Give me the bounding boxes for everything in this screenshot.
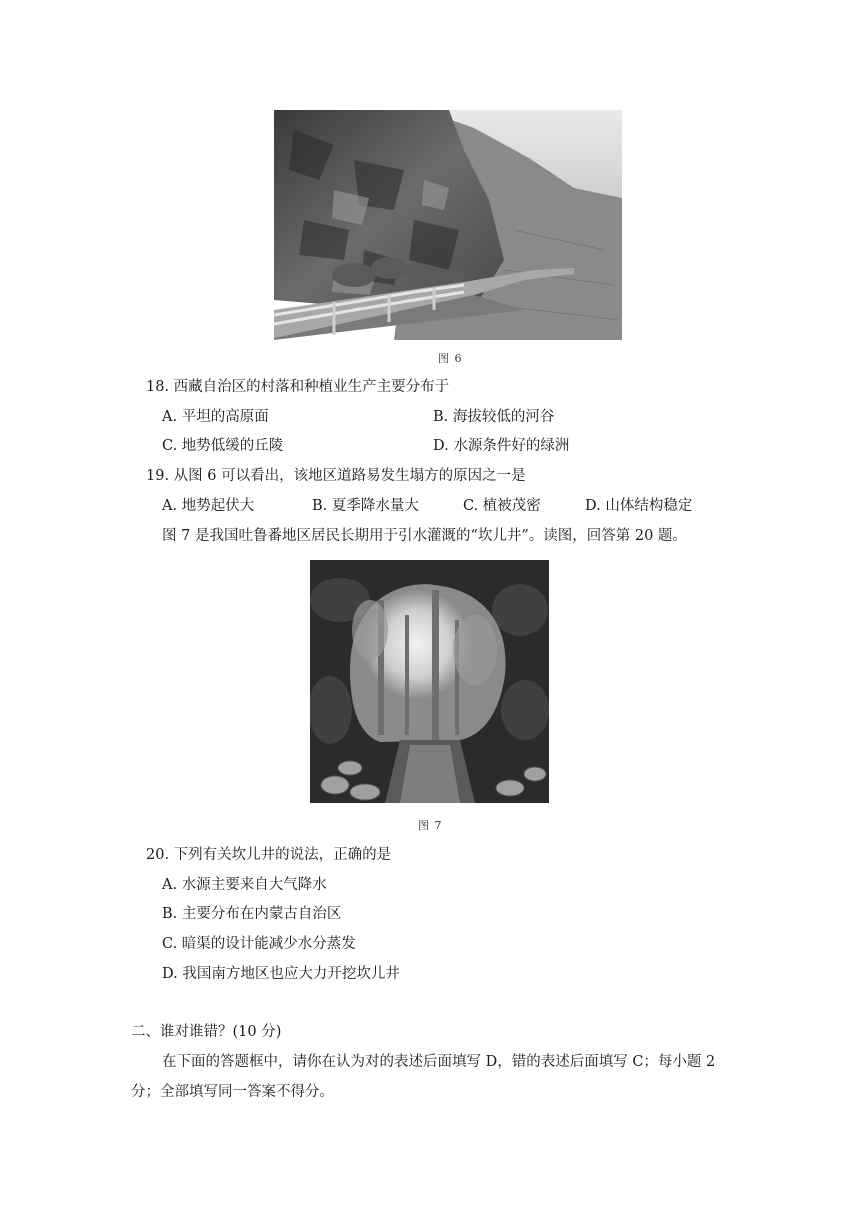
question-18-option-c: C. 地势低缓的丘陵 — [162, 438, 284, 454]
question-18-option-b: B. 海拔较低的河谷 — [433, 409, 555, 425]
question-18-option-a: A. 平坦的高原面 — [162, 409, 269, 425]
question-20-intro: 图 7 是我国吐鲁番地区居民长期用于引水灌溉的“坎儿井”。读图，回答第 20 题。 — [162, 528, 687, 544]
question-20-option-b: B. 主要分布在内蒙古自治区 — [162, 906, 342, 922]
question-19-option-a: A. 地势起伏大 — [162, 498, 255, 514]
question-18-option-d: D. 水源条件好的绿洲 — [433, 438, 570, 454]
question-19-option-c: C. 植被茂密 — [463, 498, 541, 514]
question-20-stem: 20. 下列有关坎儿井的说法，正确的是 — [146, 847, 392, 863]
question-20-option-d: D. 我国南方地区也应大力开挖坎儿井 — [162, 966, 400, 982]
figure-7-caption: 图 7 — [418, 819, 443, 832]
question-19-option-d: D. 山体结构稳定 — [585, 498, 693, 514]
question-18-stem: 18. 西藏自治区的村落和种植业生产主要分布于 — [146, 379, 450, 395]
figure-6-photo — [274, 110, 622, 340]
figure-6-caption: 图 6 — [438, 352, 463, 365]
question-19-stem: 19. 从图 6 可以看出，该地区道路易发生塌方的原因之一是 — [146, 468, 526, 484]
figure-7-photo — [310, 560, 549, 803]
section-2-heading: 二、谁对谁错？(10 分) — [131, 1024, 282, 1040]
section-2-instruction-line-1: 在下面的答题框中，请你在认为对的表述后面填写 D，错的表述后面填写 C；每小题 2 — [162, 1054, 716, 1070]
question-19-option-b: B. 夏季降水量大 — [312, 498, 419, 514]
question-20-option-a: A. 水源主要来自大气降水 — [162, 877, 327, 893]
section-2-instruction-line-2: 分；全部填写同一答案不得分。 — [131, 1084, 334, 1100]
question-20-option-c: C. 暗渠的设计能减少水分蒸发 — [162, 936, 356, 952]
